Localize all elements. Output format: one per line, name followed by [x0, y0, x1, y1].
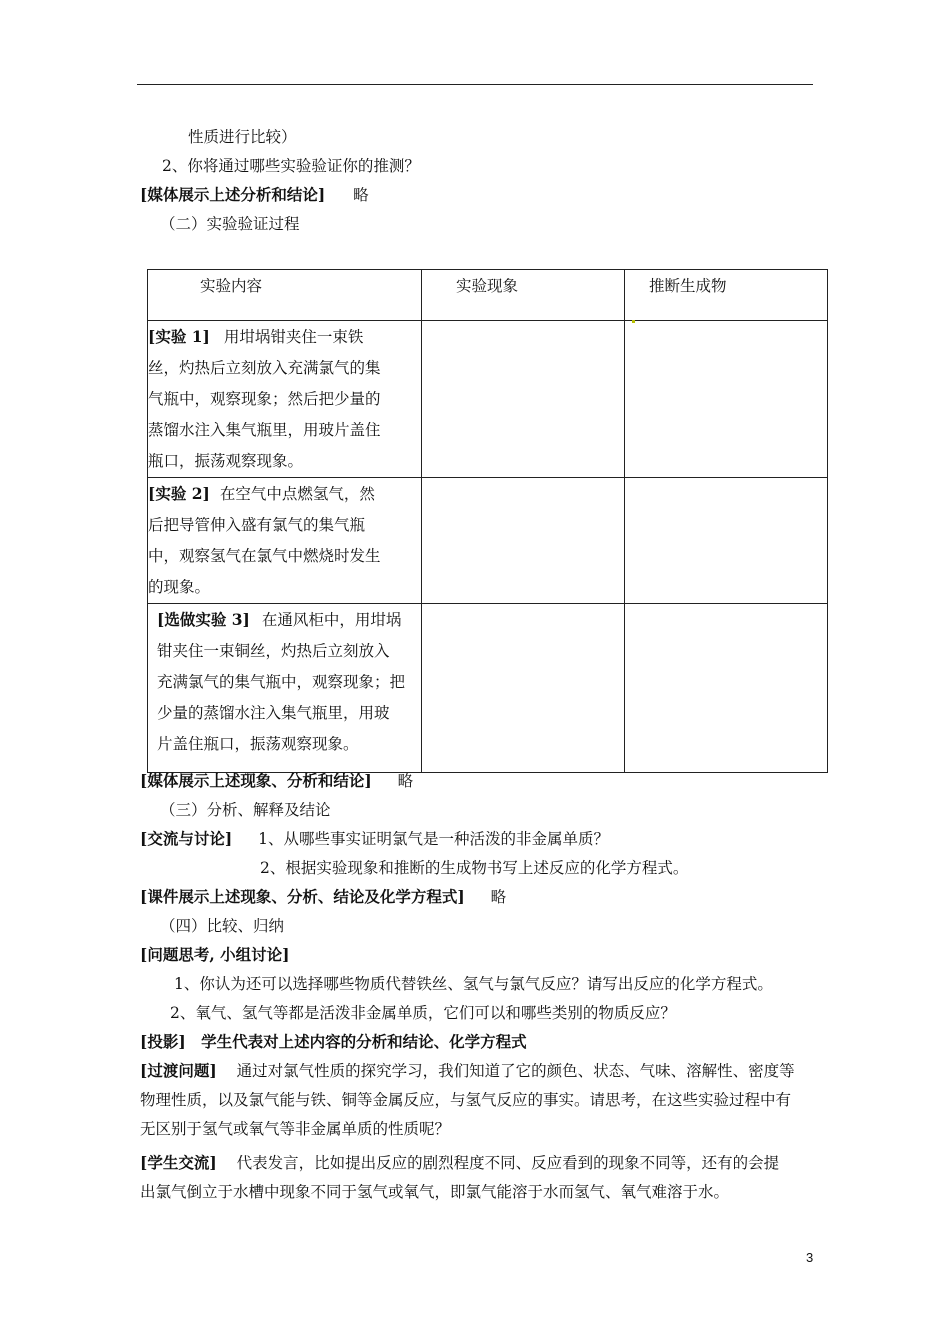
table-header: 实验内容 [148, 270, 422, 321]
product-cell [625, 478, 828, 604]
paragraph-line: 出氯气倒立于水槽中现象不同于氢气或氧气，即氯气能溶于水而氢气、氧气难溶于水。 [140, 1183, 730, 1201]
page-number: 3 [806, 1250, 814, 1265]
section-heading: （四）比较、归纳 [160, 917, 285, 935]
section-heading: （二）实验验证过程 [160, 215, 300, 233]
discussion-line: 2、根据实验现象和推断的生成物书写上述反应的化学方程式。 [260, 859, 689, 877]
text-line: 2、你将通过哪些实验验证你的推测？ [162, 157, 420, 175]
experiment-cell: [实验 1] 用坩埚钳夹住一束铁 丝，灼热后立刻放入充满氯气的集 气瓶中，观察现象；然后把少量的 蒸馏水注入集气瓶里，用玻片盖住 瓶口，振荡观察现象。 [148, 321, 422, 478]
question-line: 1、你认为还可以选择哪些物质代替铁丝、氢气与氯气反应？请写出反应的化学方程式。 [174, 975, 773, 993]
experiment-table [147, 269, 828, 773]
media-tag: [媒体展示上述分析和结论] [140, 185, 326, 204]
paragraph-line: 物理性质，以及氯气能与铁、铜等金属反应，与氢气反应的事实。请思考，在这些实验过程中有 [140, 1091, 792, 1109]
observation-cell [422, 478, 625, 604]
experiment-cell: [实验 2] 在空气中点燃氢气，然 后把导管伸入盛有氯气的集气瓶 中，观察氢气在氯气中燃烧时发生 的现象。 [148, 478, 422, 604]
table-row [148, 478, 828, 604]
table-header: 推断生成物 [625, 270, 828, 321]
media-note: [课件展示上述现象、分析、结论及化学方程式] 略 [140, 887, 507, 906]
observation-cell [422, 321, 625, 478]
media-tail: 略 [353, 186, 369, 204]
discussion-line: [交流与讨论] 1、从哪些事实证明氯气是一种活泼的非金属单质？ [140, 829, 610, 848]
experiment-cell: [选做实验 3] 在通风柜中，用坩埚 钳夹住一束铜丝，灼热后立刻放入 充满氯气的集气瓶中，观察现象；把 少量的蒸馏水注入集气瓶里，用玻 片盖住瓶口，振荡观察现象。 [148, 604, 422, 773]
table-row [148, 321, 828, 478]
projection-line: [投影] 学生代表对上述内容的分析和结论、化学方程式 [140, 1032, 527, 1051]
table-header-row [148, 270, 828, 321]
product-cell [625, 321, 828, 478]
text-line: 性质进行比较） [188, 128, 297, 146]
table-header: 实验现象 [422, 270, 625, 321]
section-heading: （三）分析、解释及结论 [160, 801, 331, 819]
observation-cell [422, 604, 625, 773]
paragraph-line: 无区别于氢气或氧气等非金属单质的性质呢？ [140, 1120, 451, 1138]
section-tag: [问题思考, 小组讨论] [140, 945, 290, 964]
stray-mark [632, 320, 635, 323]
paragraph-line: [过渡问题] 通过对氯气性质的探究学习，我们知道了它的颜色、状态、气味、溶解性、密度等 [140, 1061, 795, 1080]
media-note [140, 185, 369, 205]
table-row [148, 604, 828, 773]
product-cell [625, 604, 828, 773]
question-line: 2、氧气、氢气等都是活泼非金属单质，它们可以和哪些类别的物质反应？ [170, 1004, 676, 1022]
media-note: [媒体展示上述现象、分析和结论] 略 [140, 771, 414, 790]
header-rule [137, 84, 813, 85]
paragraph-line: [学生交流] 代表发言，比如提出反应的剧烈程度不同、反应看到的现象不同等，还有的会提 [140, 1153, 780, 1172]
